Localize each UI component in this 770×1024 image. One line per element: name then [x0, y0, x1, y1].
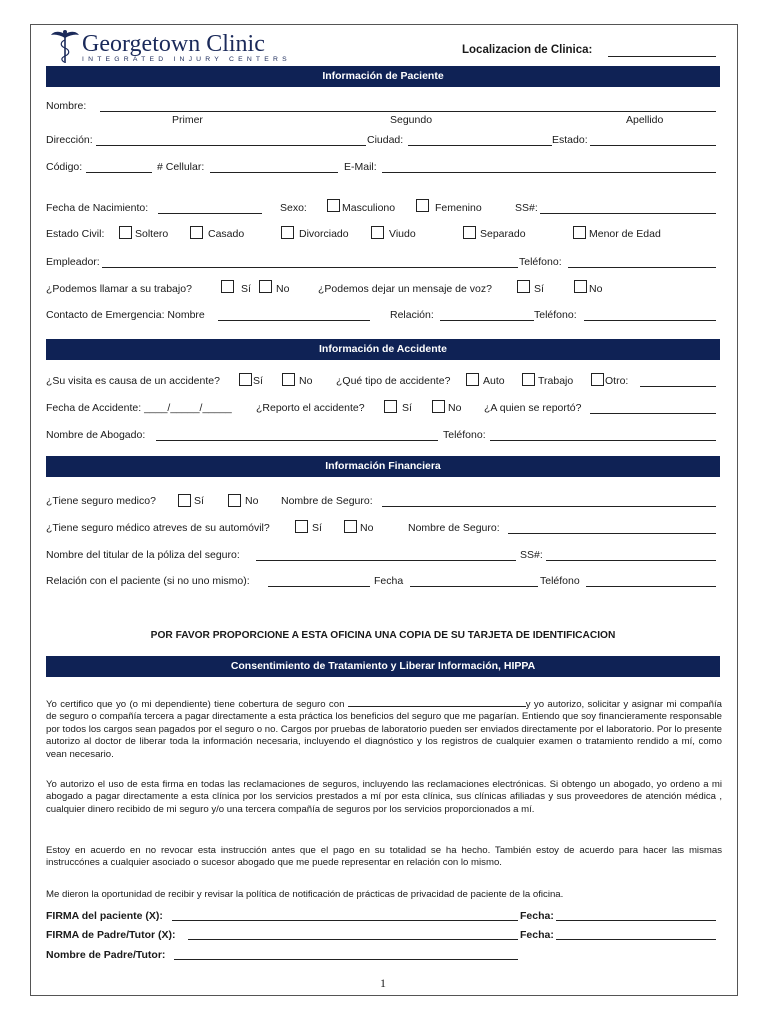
city-field[interactable] [408, 145, 552, 146]
emergency-phone-label: Teléfono: [534, 309, 577, 321]
insurance-no-label: No [245, 495, 259, 507]
ss-label: SS#: [515, 202, 538, 214]
patient-section-header: Información de Paciente [46, 66, 720, 87]
holder-date-label: Fecha [374, 575, 404, 587]
employer-phone-label: Teléfono: [519, 256, 562, 268]
consent-paragraph-2: Yo autorizo el uso de esta firma en todas las reclamaciones de seguros, incluyendo las reclamaciones electrónicas. Si obtengo un abogado, yo ordeno a mi abogado a pagar directamente a esta clínica por los servicios prestados a mí por esta clínica, sus clínicas afiliadas y sus proveedores de atención médica , cualquier dinero recibido de mi seguro y/o una tercera compañía de seguros por los servicios proporcionados a mí. [46, 779, 722, 815]
accident-cause-no-checkbox[interactable] [282, 373, 295, 386]
accident-other-label: Otro: [605, 375, 629, 387]
insurance-name-field[interactable] [382, 506, 716, 507]
holder-phone-label: Teléfono [540, 575, 580, 587]
consent-p1-rest: y yo autorizo, solicitar y asignar mi compañía de seguro o compañía tercera a pagar directamente a esta práctica los beneficios del seguro que me pagarían. Entiendo que soy financieramente responsable por todos los cargos sean pagados por el seguro o no. Cargos por pruebas de laboratorio pueden ser enviados directamente por el laboratorio. Por lo presente autorizo al doctor de liberar toda la información necesaria, incluyendo el diagnóstico y los registros de cualquier examen o tratamiento rendido a mí, como vean necesario. [46, 699, 722, 760]
widowed-checkbox[interactable] [371, 226, 384, 239]
call-work-no-label: No [276, 283, 290, 295]
holder-ss-field[interactable] [546, 560, 716, 561]
reported-yes-checkbox[interactable] [384, 400, 397, 413]
insurance-yes-label: Sí [194, 495, 204, 507]
guardian-signature-field[interactable] [188, 939, 518, 940]
ss-field[interactable] [540, 213, 716, 214]
middle-name-caption: Segundo [390, 114, 433, 126]
lawyer-label: Nombre de Abogado: [46, 429, 146, 441]
minor-checkbox[interactable] [573, 226, 586, 239]
sex-label: Sexo: [280, 202, 307, 214]
voicemail-no-checkbox[interactable] [574, 280, 587, 293]
patient-signature-label: FIRMA del paciente (X): [46, 910, 163, 922]
holder-phone-field[interactable] [586, 586, 716, 587]
minor-label: Menor de Edad [589, 228, 661, 240]
widowed-label: Viudo [389, 228, 416, 240]
emergency-relation-field[interactable] [440, 320, 534, 321]
page-number: 1 [380, 976, 386, 990]
policy-holder-label: Nombre del titular de la póliza del seguro: [46, 549, 240, 561]
consent-paragraph-1 [46, 697, 722, 761]
reported-yes-label: Sí [402, 402, 412, 414]
financial-section-header: Información Financiera [46, 456, 720, 477]
reported-to-field[interactable] [590, 413, 716, 414]
reported-no-label: No [448, 402, 462, 414]
auto-insurance-no-label: No [360, 522, 374, 534]
consent-paragraph-3: Estoy en acuerdo en no revocar esta instrucción antes que el pago en su totalidad se ha hecho. También estoy de acuerdo para hacer las mismas instruccónes a cualquier asociado o sucesor abogado que me puede representar en relación con lo mismo. [46, 845, 722, 869]
reported-to-label: ¿A quien se reportó? [484, 402, 582, 414]
separated-label: Separado [480, 228, 526, 240]
insurance-company-blank[interactable] [348, 697, 526, 707]
marital-label: Estado Civil: [46, 228, 105, 240]
consent-paragraph-4: Me dieron la oportunidad de recibir y revisar la política de notificación de prácticas de privacidad de paciente de la oficina. [46, 889, 564, 900]
accident-other-field[interactable] [640, 386, 716, 387]
location-label: Localizacion de Clinica: [462, 44, 593, 56]
employer-field[interactable] [102, 267, 518, 268]
accident-cause-label: ¿Su visita es causa de un accidente? [46, 375, 220, 387]
zip-field[interactable] [86, 172, 152, 173]
divorced-checkbox[interactable] [281, 226, 294, 239]
accident-cause-yes-label: Sí [253, 375, 263, 387]
auto-insurance-name-field[interactable] [508, 533, 716, 534]
auto-insurance-yes-checkbox[interactable] [295, 520, 308, 533]
reported-no-checkbox[interactable] [432, 400, 445, 413]
accident-auto-checkbox[interactable] [466, 373, 479, 386]
patient-signature-date-label: Fecha: [520, 910, 554, 922]
accident-type-label: ¿Qué tipo de accidente? [336, 375, 451, 387]
patient-signature-date-field[interactable] [556, 920, 716, 921]
holder-date-field[interactable] [410, 586, 538, 587]
employer-phone-field[interactable] [568, 267, 716, 268]
email-label: E-Mail: [344, 161, 377, 173]
guardian-signature-label: FIRMA de Padre/Tutor (X): [46, 929, 176, 941]
zip-label: Código: [46, 161, 83, 173]
emergency-label: Contacto de Emergencia: Nombre [46, 309, 205, 321]
insurance-name-label: Nombre de Seguro: [281, 495, 373, 507]
employer-label: Empleador: [46, 256, 100, 268]
name-label: Nombre: [46, 100, 87, 112]
guardian-name-field[interactable] [174, 959, 518, 960]
cell-label: # Cellular: [157, 161, 205, 173]
accident-work-checkbox[interactable] [522, 373, 535, 386]
last-name-caption: Apellido [626, 114, 664, 126]
guardian-signature-date-label: Fecha: [520, 929, 554, 941]
voicemail-yes-label: Sí [534, 283, 544, 295]
voicemail-no-label: No [589, 283, 603, 295]
accident-reported-label: ¿Reporto el accidente? [256, 402, 365, 414]
call-work-no-checkbox[interactable] [259, 280, 272, 293]
name-field[interactable] [100, 111, 716, 112]
accident-cause-yes-checkbox[interactable] [239, 373, 252, 386]
guardian-signature-date-field[interactable] [556, 939, 716, 940]
auto-insurance-label: ¿Tiene seguro médico atreves de su automóvil? [46, 522, 270, 534]
state-field[interactable] [590, 145, 716, 146]
emergency-relation-label: Relación: [390, 309, 434, 321]
id-card-notice: POR FAVOR PROPORCIONE A ESTA OFICINA UNA COPIA DE SU TARJETA DE IDENTIFICACION [150, 630, 616, 641]
clinic-subtitle: INTEGRATED INJURY CENTERS [82, 56, 291, 63]
address-label: Dirección: [46, 134, 93, 146]
married-checkbox[interactable] [190, 226, 203, 239]
first-name-caption: Primer [172, 114, 203, 126]
male-label: Masculiono [342, 202, 396, 214]
holder-relation-field[interactable] [268, 586, 370, 587]
single-label: Soltero [135, 228, 169, 240]
call-work-yes-checkbox[interactable] [221, 280, 234, 293]
accident-date-label: Fecha de Accidente: ____/_____/_____ [46, 402, 232, 414]
call-work-yes-label: Sí [241, 283, 251, 295]
patient-signature-field[interactable] [172, 920, 518, 921]
consent-p1-start: Yo certifico que yo (o mi dependiente) tiene cobertura de seguro con [46, 699, 345, 710]
caduceus-logo-icon [50, 28, 80, 64]
holder-relation-label: Relación con el paciente (si no uno mismo): [46, 575, 250, 587]
dob-label: Fecha de Nacimiento: [46, 202, 149, 214]
insurance-label: ¿Tiene seguro medico? [46, 495, 156, 507]
female-label: Femenino [435, 202, 482, 214]
female-checkbox[interactable] [416, 199, 429, 212]
holder-ss-label: SS#: [520, 549, 543, 561]
lawyer-phone-field[interactable] [490, 440, 716, 441]
voicemail-label: ¿Podemos dejar un mensaje de voz? [318, 283, 492, 295]
auto-insurance-name-label: Nombre de Seguro: [408, 522, 500, 534]
consent-section-header: Consentimiento de Tratamiento y Liberar Información, HIPPA [46, 656, 720, 677]
location-field[interactable] [608, 56, 716, 57]
emergency-phone-field[interactable] [584, 320, 716, 321]
accident-section-header: Información de Accidente [46, 339, 720, 360]
insurance-yes-checkbox[interactable] [178, 494, 191, 507]
accident-cause-no-label: No [299, 375, 313, 387]
single-checkbox[interactable] [119, 226, 132, 239]
cell-field[interactable] [210, 172, 338, 173]
voicemail-yes-checkbox[interactable] [517, 280, 530, 293]
lawyer-field[interactable] [156, 440, 438, 441]
male-checkbox[interactable] [327, 199, 340, 212]
separated-checkbox[interactable] [463, 226, 476, 239]
emergency-name-field[interactable] [218, 320, 370, 321]
divorced-label: Divorciado [299, 228, 349, 240]
accident-work-label: Trabajo [538, 375, 574, 387]
lawyer-phone-label: Teléfono: [443, 429, 486, 441]
state-label: Estado: [552, 134, 588, 146]
guardian-name-label: Nombre de Padre/Tutor: [46, 949, 166, 961]
accident-auto-label: Auto [483, 375, 505, 387]
email-field[interactable] [382, 172, 716, 173]
insurance-no-checkbox[interactable] [228, 494, 241, 507]
city-label: Ciudad: [367, 134, 404, 146]
married-label: Casado [208, 228, 245, 240]
auto-insurance-yes-label: Sí [312, 522, 322, 534]
accident-other-checkbox[interactable] [591, 373, 604, 386]
policy-holder-field[interactable] [256, 560, 516, 561]
dob-field[interactable] [158, 213, 262, 214]
address-field[interactable] [96, 145, 366, 146]
auto-insurance-no-checkbox[interactable] [344, 520, 357, 533]
clinic-name: Georgetown Clinic [82, 31, 265, 57]
call-work-label: ¿Podemos llamar a su trabajo? [46, 283, 192, 295]
